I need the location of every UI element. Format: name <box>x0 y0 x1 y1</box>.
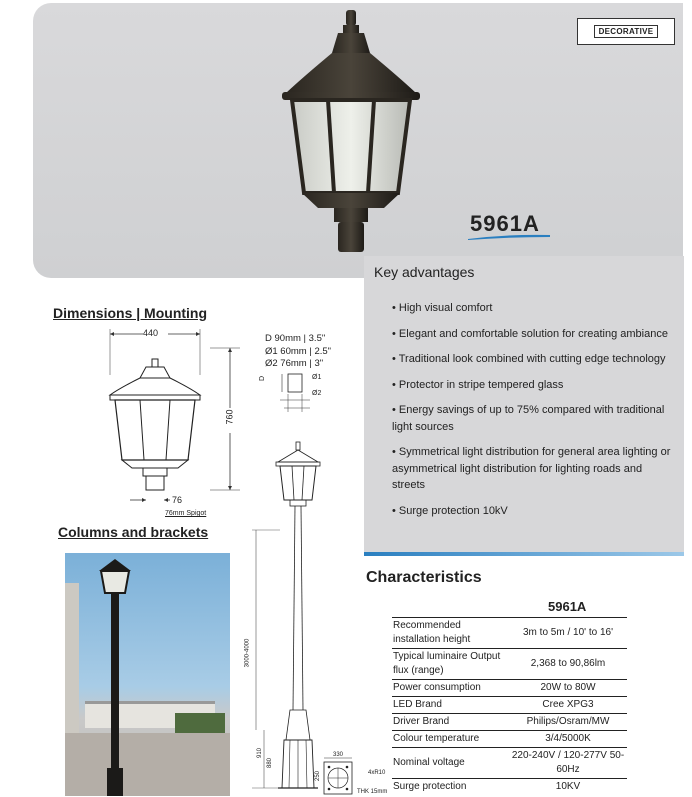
base-lower-dimension: 880 <box>267 757 274 769</box>
spigot-drawing <box>258 372 333 414</box>
dimensions-title: Dimensions | Mounting <box>53 305 208 321</box>
row-label: Colour temperature <box>392 731 509 748</box>
table-row <box>392 714 627 731</box>
characteristics-table <box>392 617 627 795</box>
list-item: • Traditional look combined with cutting edge technology <box>392 351 676 368</box>
plate-height-dimension: 250 <box>315 770 322 782</box>
spigot-note: 76mm Spigot <box>165 510 207 517</box>
plate-width-dimension: 330 <box>333 752 344 758</box>
row-value: 10KV <box>509 779 627 796</box>
table-row <box>392 779 627 796</box>
key-advantages-panel <box>364 256 684 552</box>
d-label: D <box>259 375 267 382</box>
category-badge <box>577 18 675 45</box>
model-underline-decoration <box>468 233 550 241</box>
street-photo <box>65 553 230 796</box>
thickness-label: THK 15mm <box>357 789 388 795</box>
row-label: Driver Brand <box>392 714 509 731</box>
lantern-photo <box>270 8 430 256</box>
width-dimension: 440 <box>143 328 159 338</box>
advantages-accent-bar <box>364 552 684 556</box>
table-row <box>392 649 627 680</box>
spec-line: D 90mm | 3.5" <box>265 333 326 344</box>
row-label: Recommended installation height <box>392 618 509 649</box>
o1-label: Ø1 <box>312 374 322 381</box>
list-item: • Elegant and comfortable solution for creating ambiance <box>392 326 676 343</box>
model-title: 5961A <box>470 211 540 236</box>
spec-line: Ø1 60mm | 2.5" <box>265 345 332 357</box>
characteristics-model: 5961A <box>548 599 587 614</box>
row-label: Nominal voltage <box>392 748 509 779</box>
height-dimension: 760 <box>224 409 235 425</box>
characteristics-title: Characteristics <box>366 569 482 586</box>
row-value: 3/4/5000K <box>509 731 627 748</box>
category-badge-label: DECORATIVE <box>594 25 659 38</box>
row-label: LED Brand <box>392 697 509 714</box>
columns-title: Columns and brackets <box>58 524 209 540</box>
table-row <box>392 748 627 779</box>
list-item: • Energy savings of up to 75% compared with traditional light sources <box>392 402 676 435</box>
list-item: • Surge protection 10kV <box>392 503 676 520</box>
row-value: Cree XPG3 <box>509 697 627 714</box>
o2-label: Ø2 <box>312 390 322 397</box>
street-scene <box>65 553 230 796</box>
row-value: 20W to 80W <box>509 680 627 697</box>
table-row <box>392 697 627 714</box>
pole-height-dimension: 3000-4000 <box>244 638 251 668</box>
list-item: • Symmetrical light distribution for general area lighting or asymmetrical light distribution for lighting roads and streets <box>392 444 676 494</box>
table-row <box>392 680 627 697</box>
key-advantages-title: Key advantages <box>374 264 475 280</box>
table-row <box>392 731 627 748</box>
base-height-dimension: 910 <box>257 747 264 759</box>
row-value: Philips/Osram/MW <box>509 714 627 731</box>
advantages-list <box>392 300 676 528</box>
row-value: 2,368 to 90,86lm <box>509 649 627 680</box>
row-value: 220-240V / 120-277V 50-60Hz <box>509 748 627 779</box>
row-label: Surge protection <box>392 779 509 796</box>
row-value: 3m to 5m / 10' to 16' <box>509 618 627 649</box>
row-label: Typical luminaire Output flux (range) <box>392 649 509 680</box>
table-row <box>392 618 627 649</box>
spigot-dimension: 76 <box>172 495 183 505</box>
bolts-label: 4xR10 <box>368 770 386 776</box>
column-drawing <box>240 440 360 797</box>
list-item: • Protector in stripe tempered glass <box>392 377 676 394</box>
spigot-spec <box>265 333 331 371</box>
row-label: Power consumption <box>392 680 509 697</box>
spec-line: Ø2 76mm | 3" <box>265 358 324 369</box>
list-item: • High visual comfort <box>392 300 676 317</box>
